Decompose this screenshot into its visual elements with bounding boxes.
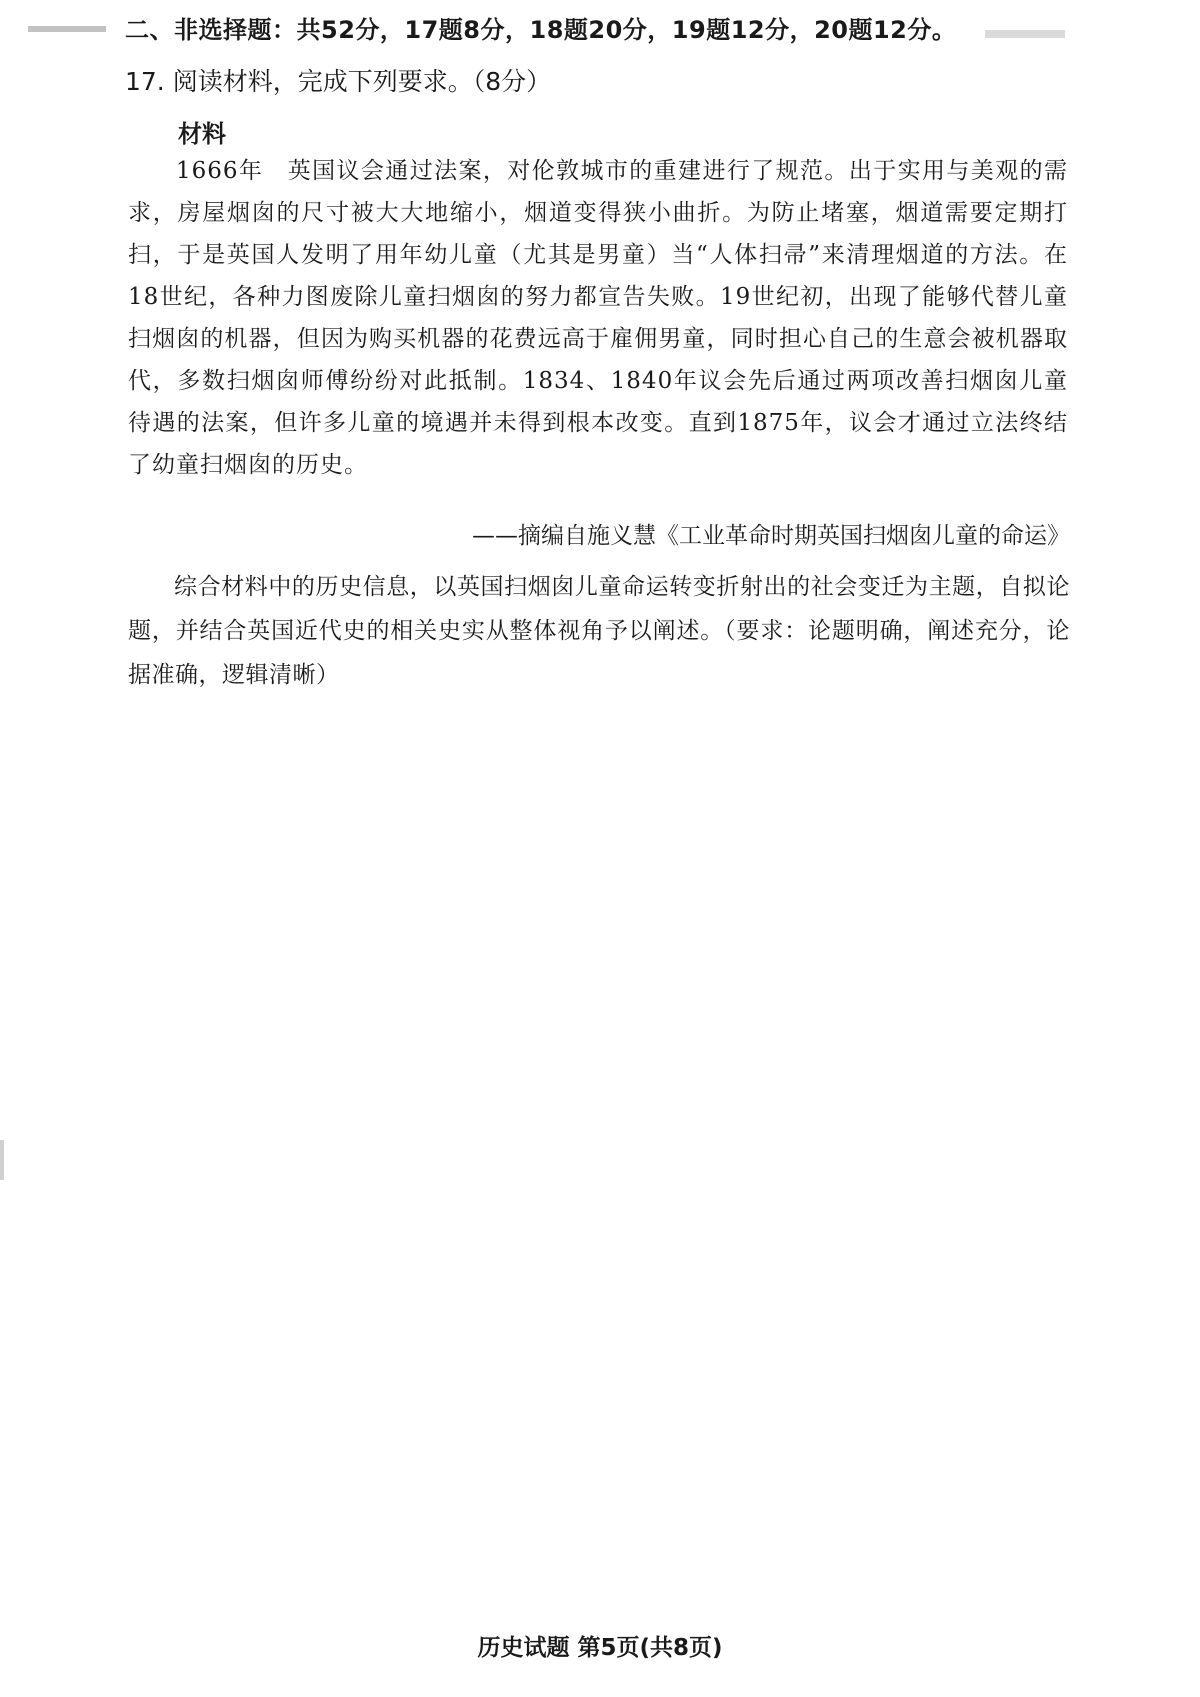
section-header: 二、非选择题：共52分，17题8分，18题20分，19题12分，20题12分。 [125,16,957,44]
scan-edge-mark [0,1140,4,1180]
material-label: 材料 [178,120,226,148]
page-footer: 历史试题 第5页(共8页) [477,1635,723,1661]
scan-artifact-left [28,26,106,32]
question-prompt: 综合材料中的历史信息，以英国扫烟囱儿童命运转变折射出的社会变迁为主题，自拟论题，并结合英国近代史的相关史实从整体视角予以阐述。（要求：论题明确，阐述充分，论据准确，逻辑清晰） [128,574,1070,688]
material-source: ——摘编自施义慧《工业革命时期英国扫烟囱儿童的命运》 [472,523,1070,549]
question-title: 17. 阅读材料，完成下列要求。（8分） [125,67,552,96]
material-text: 1666年 英国议会通过法案，对伦敦城市的重建进行了规范。出于实用与美观的需求，房屋烟囱的尺寸被大大地缩小，烟道变得狭小曲折。为防止堵塞，烟道需要定期打扫，于是英国人发明了用年幼儿童（尤其是男童）当“人体扫帚”来清理烟道的方法。在18世纪，各种力图废除儿童扫烟囱的努力都宣告失败。19世纪初，出现了能够代替儿童扫烟囱的机器，但因为购买机器的花费远高于雇佣男童，同时担心自己的生意会被机器取代，多数扫烟囱师傅纷纷对此抵制。1834、1840年议会先后通过两项改善扫烟囱儿童待遇的法案，但许多儿童的境遇并未得到根本改变。直到1875年，议会才通过立法终结了幼童扫烟囱的历史。 [128,158,1068,478]
